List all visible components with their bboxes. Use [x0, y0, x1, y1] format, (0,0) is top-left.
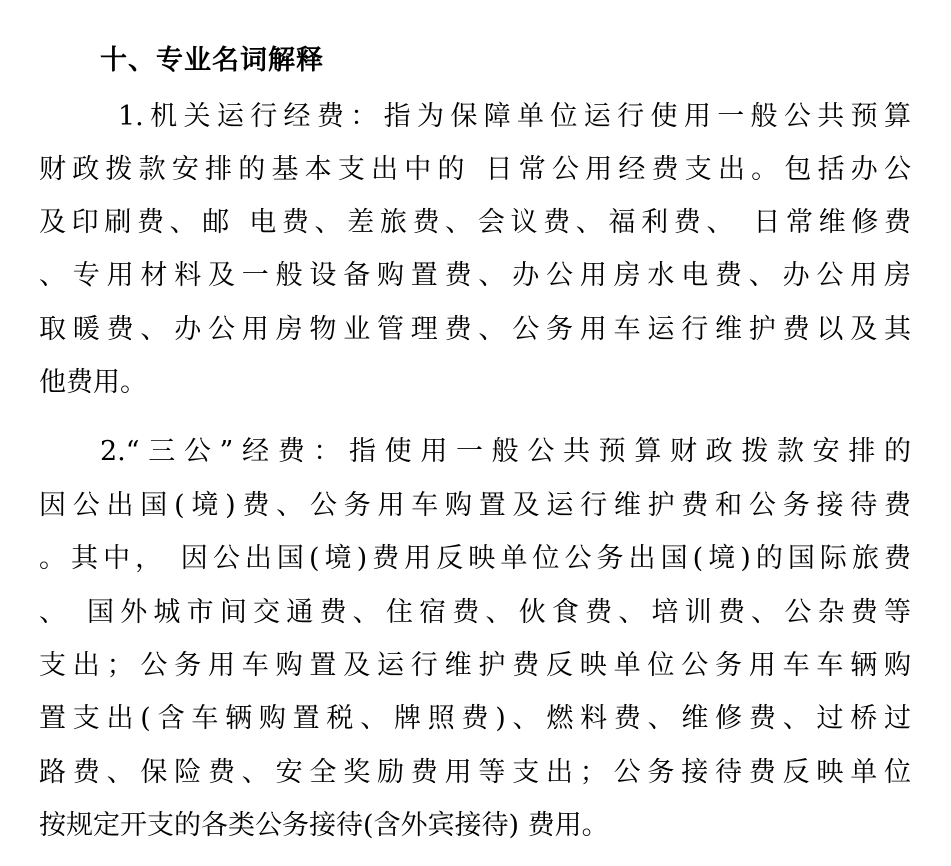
paragraph-line: 支出；公务用车购置及运行维护费反映单位公务用车车辆购 [39, 650, 911, 681]
paragraph-line: 财政拨款安排的基本支出中的 日常公用经费支出。包括办公 [39, 154, 911, 185]
paragraph-line: 置支出(含车辆购置税、牌照费)、燃料费、维修费、过桥过 [39, 703, 911, 734]
paragraph-line: 他费用。 [39, 367, 147, 398]
paragraph-line: 路费、保险费、安全奖励费用等支出；公务接待费反映单位 [39, 757, 911, 788]
paragraph-line: 。其中， 因公出国(境)费用反映单位公务出国(境)的国际旅费 [39, 543, 911, 574]
paragraph-line: 及印刷费、邮 电费、差旅费、会议费、福利费、 日常维修费 [39, 207, 911, 238]
paragraph-line: 1.机关运行经费：指为保障单位运行使用一般公共预算 [118, 101, 911, 132]
paragraph-line: 按规定开支的各类公务接待(含外宾接待) 费用。 [39, 810, 609, 841]
paragraph-line: 、专用材料及一般设备购置费、办公用房水电费、办公用房 [39, 260, 911, 291]
paragraph-line: 2.“三公”经费：指使用一般公共预算财政拨款安排的 [100, 436, 911, 467]
section-heading: 十、专业名词解释 [100, 45, 324, 76]
paragraph-line: 、 国外城市间交通费、住宿费、伙食费、培训费、公杂费等 [39, 597, 911, 628]
paragraph-line: 因公出国(境)费、公务用车购置及运行维护费和公务接待费 [39, 490, 911, 521]
paragraph-line: 取暖费、办公用房物业管理费、公务用车运行维护费以及其 [39, 314, 911, 345]
